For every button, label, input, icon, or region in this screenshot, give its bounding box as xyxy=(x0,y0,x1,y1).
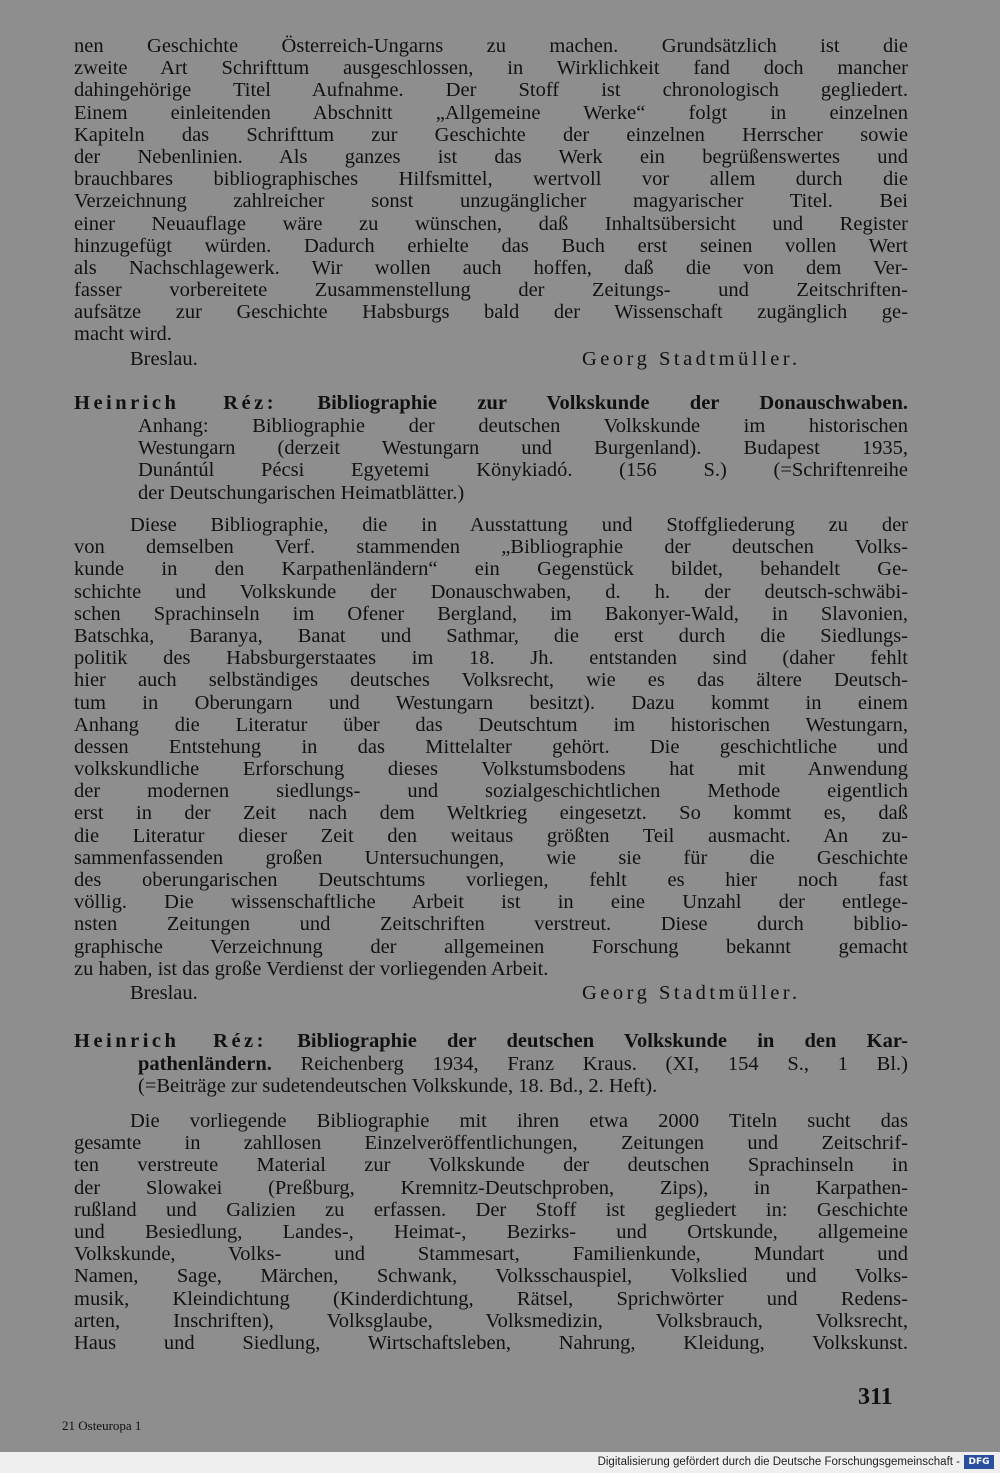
text-line: Kapiteln das Schrifttum zur Geschichte der einzelnen Herrscher sowie xyxy=(74,123,908,146)
signature-reviewer: Georg Stadtmüller. xyxy=(582,981,801,1004)
review-title: Bibliographie zur Volkskunde der Donauschwaben. xyxy=(317,392,909,414)
text-line: brauchbares bibliographisches Hilfsmittel, wertvoll vor allem durch die xyxy=(74,168,908,191)
text-line: der modernen siedlungs- und sozialgeschichtlichen Methode eigentlich xyxy=(74,780,908,803)
text-line: von demselben Verf. stammenden „Bibliographie der deutschen Volks- xyxy=(74,536,908,559)
signature-place: Breslau. xyxy=(130,347,198,370)
text-line: dahingehörige Titel Aufnahme. Der Stoff ist chronologisch gegliedert. xyxy=(74,79,908,102)
text-line: hinzugefügt würden. Dadurch erhielte das Buch erst seinen vollen Wert xyxy=(74,234,908,257)
text-line: Einem einleitenden Abschnitt „Allgemeine Werke“ folgt in einzelnen xyxy=(74,101,908,124)
text-line: erst in der Zeit nach dem Weltkrieg eingesetzt. So kommt es, daß xyxy=(74,802,908,825)
review-3-heading xyxy=(74,1030,908,1097)
review-1-text xyxy=(74,35,908,372)
text-line: zu haben, ist das große Verdienst der vorliegenden Arbeit. xyxy=(74,957,549,980)
review-heading xyxy=(74,1030,908,1053)
review-2-heading xyxy=(74,392,908,504)
text-line: sammenfassenden großen Untersuchungen, wie sie für die Geschichte xyxy=(74,846,908,869)
text-line: des oberungarischen Deutschtums vorliegen, fehlt es hier noch fast xyxy=(74,869,908,891)
text-line: graphische Verzeichnung der allgemeinen Forschung bekannt gemacht xyxy=(74,935,908,958)
text-line: politik des Habsburgerstaates im 18. Jh. entstanden sind (daher fehlt xyxy=(74,647,908,670)
text-line: nsten Zeitungen und Zeitschriften verstreut. Diese durch biblio- xyxy=(74,913,908,936)
signature-reviewer: Georg Stadtmüller. xyxy=(582,347,801,370)
bibliographic-details: Reichenberg 1934, Franz Kraus. (XI, 154 S., 1 Bl.) xyxy=(300,1053,908,1075)
review-author: Heinrich Réz: xyxy=(74,1030,267,1052)
text-line: der Nebenlinien. Als ganzes ist das Werk ein begrüßenswertes und xyxy=(74,145,908,168)
text-line: Die vorliegende Bibliographie mit ihren etwa 2000 Titeln sucht das xyxy=(130,1110,908,1132)
text-line: musik, Kleindichtung (Kinderdichtung, Rätsel, Sprichwörter und Redens- xyxy=(74,1287,908,1310)
review-title: Bibliographie der deutschen Volkskunde in den Kar- xyxy=(297,1030,908,1052)
text-line: (=Beiträge zur sudetendeutschen Volkskunde, 18. Bd., 2. Heft). xyxy=(138,1075,658,1098)
text-line: ten verstreute Material zur Volkskunde der deutschen Sprachinseln in xyxy=(74,1154,908,1177)
text-line: volkskundliche Erforschung dieses Volkstumsbodens hat mit Anwendung xyxy=(74,758,908,781)
dfg-logo: DFG xyxy=(964,1455,994,1469)
text-line: kunde in den Karpathenländern“ ein Gegenstück bildet, behandelt Ge- xyxy=(74,558,908,581)
text-line: schen Sprachinseln im Ofener Bergland, im Bakonyer-Wald, in Slavonien, xyxy=(74,602,908,625)
review-signature xyxy=(74,346,908,372)
review-3-text xyxy=(74,1110,908,1354)
footer-text: Digitalisierung gefördert durch die Deutsche Forschungsgemeinschaft - xyxy=(597,1456,960,1468)
text-line: arten, Inschriften), Volksglaube, Volksmedizin, Volksbrauch, Volksrecht, xyxy=(74,1309,908,1332)
text-line: schichte und Volkskunde der Donauschwaben, d. h. der deutsch-schwäbi- xyxy=(74,580,908,603)
text-line: Anhang: Bibliographie der deutschen Volkskunde im historischen xyxy=(138,415,908,437)
text-line: Batschka, Baranya, Banat und Sathmar, die erst durch die Siedlungs- xyxy=(74,624,908,647)
text-line: hier auch selbständiges deutsches Volksrecht, wie es das ältere Deutsch- xyxy=(74,669,908,692)
text-line: rußland und Galizien zu erfassen. Der Stoff ist gegliedert in: Geschichte xyxy=(74,1198,908,1221)
text-line: der Slowakei (Preßburg, Kremnitz-Deutschproben, Zips), in Karpathen- xyxy=(74,1176,908,1199)
text-line: nen Geschichte Österreich-Ungarns zu machen. Grundsätzlich ist die xyxy=(74,35,908,57)
review-signature xyxy=(74,980,908,1006)
text-line: Namen, Sage, Märchen, Schwank, Volksschauspiel, Volkslied und Volks- xyxy=(74,1265,908,1288)
bibliographic-details xyxy=(74,415,908,504)
text-line: zweite Art Schrifttum ausgeschlossen, in Wirklichkeit fand doch mancher xyxy=(74,57,908,80)
text-line: macht wird. xyxy=(74,323,172,346)
printer-signature-mark: 21 Osteuropa 1 xyxy=(62,1418,142,1433)
text-line: und Besiedlung, Landes-, Heimat-, Bezirks- und Ortskunde, allgemeine xyxy=(74,1220,908,1243)
review-2-text xyxy=(74,514,908,1006)
page-number: 311 xyxy=(858,1384,893,1410)
text-line: Dunántúl Pécsi Egyetemi Könykiadó. (156 S.) (=Schriftenreihe xyxy=(138,459,908,482)
text-line xyxy=(74,1053,908,1075)
text-line: Diese Bibliographie, die in Ausstattung und Stoffgliederung zu der xyxy=(130,514,908,536)
review-heading xyxy=(74,392,908,415)
text-line: der Deutschungarischen Heimatblätter.) xyxy=(138,481,465,504)
text-line: als Nachschlagewerk. Wir wollen auch hoffen, daß die von dem Ver- xyxy=(74,256,908,279)
text-line: aufsätze zur Geschichte Habsburgs bald der Wissenschaft zugänglich ge- xyxy=(74,301,908,324)
signature-place: Breslau. xyxy=(130,981,198,1004)
review-author: Heinrich Réz: xyxy=(74,392,278,414)
text-line: gesamte in zahllosen Einzelveröffentlichungen, Zeitungen und Zeitschrif- xyxy=(74,1132,908,1155)
text-line: Volkskunde, Volks- und Stammesart, Familienkunde, Mundart und xyxy=(74,1243,908,1266)
text-line: Westungarn (derzeit Westungarn und Burgenland). Budapest 1935, xyxy=(138,437,908,460)
review-title-continued: pathenländern. xyxy=(138,1053,272,1075)
text-line: völlig. Die wissenschaftliche Arbeit ist in eine Unzahl der entlege- xyxy=(74,891,908,914)
text-line: Haus und Siedlung, Wirtschaftsleben, Nahrung, Kleidung, Volkskunst. xyxy=(74,1331,908,1354)
text-line: dessen Entstehung in das Mittelalter gehört. Die geschichtliche und xyxy=(74,735,908,758)
text-line: Verzeichnung zahlreicher sonst unzugänglicher magyarischer Titel. Bei xyxy=(74,190,908,213)
text-line: einer Neuauflage wäre zu wünschen, daß Inhaltsübersicht und Register xyxy=(74,212,908,235)
text-line: die Literatur dieser Zeit den weitaus größten Teil ausmacht. An zu- xyxy=(74,824,908,847)
text-line: Anhang die Literatur über das Deutschtum im historischen Westungarn, xyxy=(74,713,908,736)
digitization-footer xyxy=(0,1452,1000,1473)
text-line: fasser vorbereitete Zusammenstellung der Zeitungs- und Zeitschriften- xyxy=(74,279,908,302)
text-line: tum in Oberungarn und Westungarn besitzt). Dazu kommt in einem xyxy=(74,691,908,714)
